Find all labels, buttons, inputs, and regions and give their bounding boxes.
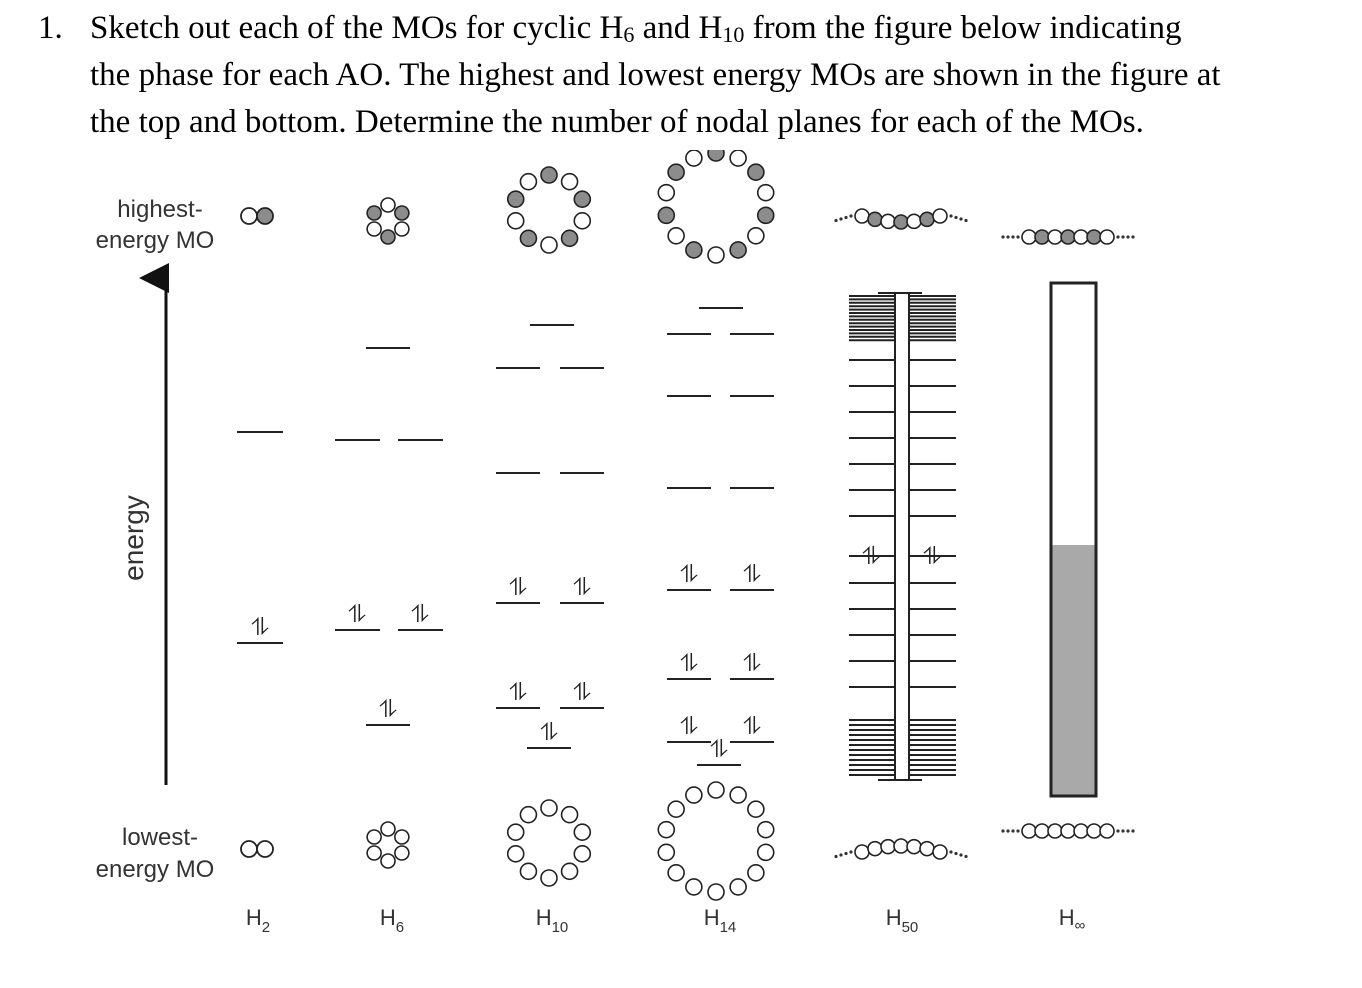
question-text [0, 0, 1362, 150]
molecule-label-h14: $H_{14}$ [703, 905, 737, 936]
atomic-orbital [1035, 230, 1049, 244]
atomic-orbital [367, 830, 381, 844]
h2-top-orbital-1 [241, 208, 257, 224]
chain-continuation-dot [1016, 235, 1019, 238]
h6-highest-mo [367, 198, 409, 244]
atomic-orbital [1100, 230, 1114, 244]
spin-pair: ⥮ [680, 560, 698, 588]
spin-pair: ⥮ [862, 542, 880, 570]
atomic-orbital [668, 801, 684, 817]
atomic-orbital [668, 865, 684, 881]
band-filled-region [1051, 545, 1096, 796]
atomic-orbital [855, 209, 869, 223]
atomic-orbital [658, 844, 674, 860]
question-line-3: the top and bottom. Determine the number of nodal planes for each of the MOs. [90, 104, 1144, 140]
atomic-orbital [758, 185, 774, 201]
atomic-orbital [508, 191, 524, 207]
atomic-orbital [933, 845, 947, 859]
atomic-orbital [933, 209, 947, 223]
atomic-orbital [658, 185, 674, 201]
atomic-orbital [658, 207, 674, 223]
h6-lowest-mo [367, 822, 409, 868]
spin-pair: ⥮ [251, 613, 269, 641]
atomic-orbital [1087, 824, 1101, 838]
atomic-orbital [748, 228, 764, 244]
atomic-orbital [1074, 230, 1088, 244]
atomic-orbital [381, 230, 395, 244]
h14-lowest-mo [658, 782, 773, 900]
chain-continuation-dot [834, 219, 837, 222]
atomic-orbital [1022, 824, 1036, 838]
chain-continuation-dot [964, 855, 967, 858]
question-line-2: the phase for each AO. The highest and lowest energy MOs are shown in the figure at [90, 57, 1221, 93]
chain-continuation-dot [959, 217, 962, 220]
atomic-orbital [1048, 230, 1062, 244]
atomic-orbital [748, 164, 764, 180]
molecule-label-h10: $H_{10}$ [535, 905, 569, 936]
atomic-orbital [395, 222, 409, 236]
h10-lowest-mo [508, 800, 591, 886]
h50-lowest-mo [834, 839, 967, 859]
atomic-orbital [520, 807, 536, 823]
atomic-orbital [541, 870, 557, 886]
spin-pair: ⥮ [743, 712, 761, 740]
molecule-label-h6: $H_6$ [379, 905, 405, 936]
atomic-orbital [730, 150, 746, 166]
chain-continuation-dot [949, 214, 952, 217]
atomic-orbital [1022, 230, 1036, 244]
chain-continuation-dot [964, 219, 967, 222]
chain-continuation-dot [954, 852, 957, 855]
chain-continuation-dot [1011, 829, 1014, 832]
atomic-orbital [881, 214, 895, 228]
chain-continuation-dot [839, 853, 842, 856]
molecule-label-hinf: $H_\infty$ [1058, 905, 1086, 934]
atomic-orbital [686, 787, 702, 803]
energy-axis-label: energy [118, 495, 149, 581]
hinf-lowest-mo [1001, 824, 1134, 838]
atomic-orbital [668, 228, 684, 244]
chain-continuation-dot [1006, 235, 1009, 238]
chain-continuation-dot [849, 214, 852, 217]
chain-continuation-dot [1001, 829, 1004, 832]
highest-mo-label-line2: energy MO [95, 227, 215, 254]
spin-pair: ⥮ [411, 600, 429, 628]
atomic-orbital [894, 215, 908, 229]
chain-continuation-dot [834, 855, 837, 858]
atomic-orbital [758, 822, 774, 838]
atomic-orbital [520, 174, 536, 190]
atomic-orbital [730, 879, 746, 895]
atomic-orbital [920, 842, 934, 856]
hinf-highest-mo [1001, 230, 1134, 244]
atomic-orbital [520, 863, 536, 879]
chain-continuation-dot [1116, 829, 1119, 832]
atomic-orbital [541, 800, 557, 816]
atomic-orbital [907, 840, 921, 854]
spin-pair: ⥮ [743, 560, 761, 588]
atomic-orbital [367, 206, 381, 220]
chain-continuation-dot [959, 853, 962, 856]
atomic-orbital [686, 242, 702, 258]
atomic-orbital [758, 844, 774, 860]
atomic-orbital [1087, 230, 1101, 244]
question-line-1: Sketch out each of the MOs for cyclic $H_6$ and $H_{10}$ from the figure below indicating [90, 10, 1182, 47]
atomic-orbital [508, 213, 524, 229]
spin-pair: ⥮ [573, 573, 591, 601]
atomic-orbital [574, 191, 590, 207]
atomic-orbital [708, 247, 724, 263]
atomic-orbital [562, 807, 578, 823]
spin-pair: ⥮ [743, 649, 761, 677]
h2-bottom-orbital-2 [257, 841, 273, 857]
atomic-orbital [508, 824, 524, 840]
atomic-orbital [748, 801, 764, 817]
h10-highest-mo [508, 167, 591, 253]
atomic-orbital [562, 174, 578, 190]
highest-mo-label-line1: highest- [117, 196, 203, 223]
h50-highest-mo [834, 209, 967, 229]
atomic-orbital [520, 230, 536, 246]
spin-pair: ⥮ [379, 695, 397, 723]
atomic-orbital [541, 237, 557, 253]
mo-pictures [241, 150, 1135, 900]
chain-continuation-dot [1011, 235, 1014, 238]
h14-highest-mo [658, 150, 773, 263]
atomic-orbital [1048, 824, 1062, 838]
lowest-mo-label-line1: lowest- [121, 824, 199, 851]
spin-pair: ⥮ [680, 649, 698, 677]
atomic-orbital [574, 824, 590, 840]
chain-continuation-dot [1126, 829, 1129, 832]
atomic-orbital [381, 854, 395, 868]
atomic-orbital [381, 822, 395, 836]
atomic-orbital [907, 214, 921, 228]
atomic-orbital [395, 830, 409, 844]
mo-energy-diagram [0, 150, 1362, 988]
molecule-label-h2: $H_2$ [245, 905, 271, 936]
atomic-orbital [708, 782, 724, 798]
atomic-orbital [1100, 824, 1114, 838]
chain-continuation-dot [844, 216, 847, 219]
atomic-orbital [508, 846, 524, 862]
atomic-orbital [748, 865, 764, 881]
atomic-orbital [381, 198, 395, 212]
atomic-orbital [562, 863, 578, 879]
chain-continuation-dot [949, 850, 952, 853]
atomic-orbital [658, 822, 674, 838]
atomic-orbital [668, 164, 684, 180]
atomic-orbital [758, 207, 774, 223]
molecule-labels [246, 905, 1086, 936]
chain-continuation-dot [1016, 829, 1019, 832]
energy-levels [237, 293, 956, 780]
chain-continuation-dot [1121, 829, 1124, 832]
atomic-orbital [395, 846, 409, 860]
chain-continuation-dot [954, 216, 957, 219]
chain-continuation-dot [1116, 235, 1119, 238]
atomic-orbital [894, 839, 908, 853]
chain-continuation-dot [1126, 235, 1129, 238]
spin-pair: ⥮ [509, 678, 527, 706]
atomic-orbital [1074, 824, 1088, 838]
atomic-orbital [1061, 230, 1075, 244]
spin-pair: ⥮ [923, 542, 941, 570]
atomic-orbital [395, 206, 409, 220]
atomic-orbital [1035, 824, 1049, 838]
atomic-orbital [708, 150, 724, 161]
atomic-orbital [868, 842, 882, 856]
spin-pair: ⥮ [573, 678, 591, 706]
atomic-orbital [730, 787, 746, 803]
chain-continuation-dot [844, 852, 847, 855]
atomic-orbital [686, 879, 702, 895]
h2-bottom-orbital-1 [241, 841, 257, 857]
lowest-mo-label-line2: energy MO [95, 856, 215, 883]
chain-continuation-dot [1121, 235, 1124, 238]
chain-continuation-dot [849, 850, 852, 853]
atomic-orbital [367, 222, 381, 236]
atomic-orbital [708, 884, 724, 900]
atomic-orbital [562, 230, 578, 246]
atomic-orbital [920, 212, 934, 226]
spin-pair: ⥮ [348, 600, 366, 628]
h2-top-orbital-2 [257, 208, 273, 224]
atomic-orbital [730, 242, 746, 258]
chain-continuation-dot [1131, 829, 1134, 832]
atomic-orbital [574, 846, 590, 862]
chain-continuation-dot [1006, 829, 1009, 832]
spin-pair: ⥮ [710, 735, 728, 763]
atomic-orbital [541, 167, 557, 183]
atomic-orbital [686, 150, 702, 166]
atomic-orbital [855, 845, 869, 859]
atomic-orbital [868, 212, 882, 226]
electron-spin-pairs [251, 542, 940, 763]
chain-continuation-dot [1001, 235, 1004, 238]
atomic-orbital [1061, 824, 1075, 838]
question-number: 1. [38, 10, 63, 46]
chain-continuation-dot [839, 217, 842, 220]
spin-pair: ⥮ [509, 573, 527, 601]
spin-pair: ⥮ [680, 712, 698, 740]
chain-continuation-dot [1131, 235, 1134, 238]
atomic-orbital [881, 840, 895, 854]
atomic-orbital [367, 846, 381, 860]
spin-pair: ⥮ [540, 718, 558, 746]
atomic-orbital [574, 213, 590, 229]
molecule-label-h50: $H_{50}$ [885, 905, 919, 936]
